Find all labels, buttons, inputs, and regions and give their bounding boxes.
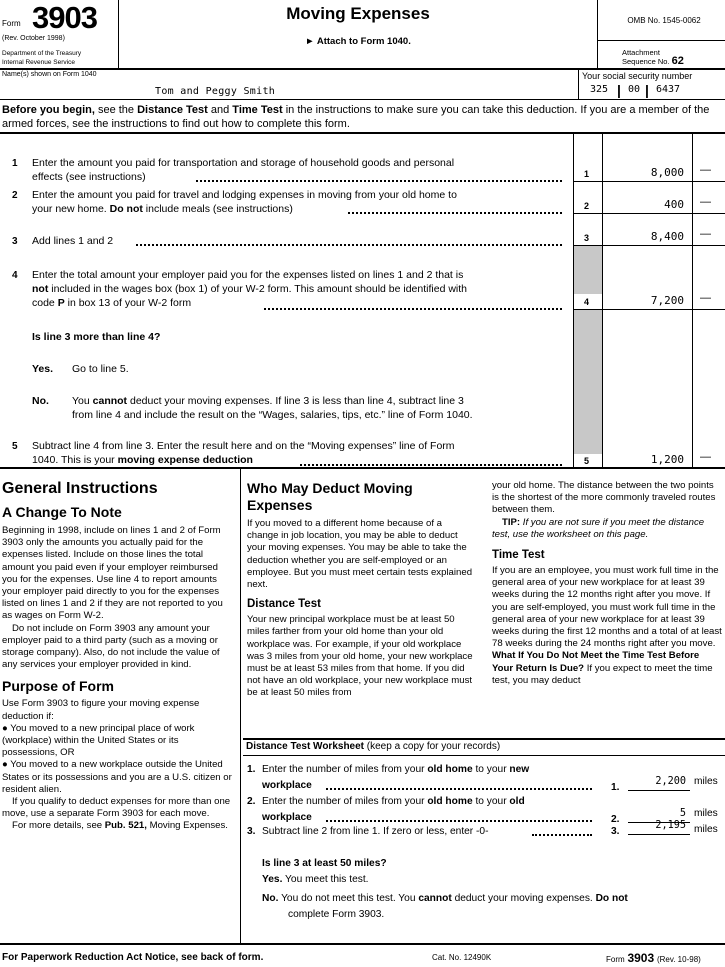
shaded-area [574, 246, 602, 294]
line-3-amount[interactable]: 8,400 [650, 230, 684, 243]
ssn-part3[interactable]: 6437 [656, 84, 681, 95]
ssn-separator: | [617, 82, 621, 98]
distance-paragraph: Your new principal workplace must be at least 50 miles farther from your old home than your old workplace was. For example, if your old workplace was 3 miles from your old home, your new workplace must be at least 53 miles from that home. If you did not have an old workplace, your new workplace must be at least 50 miles from [247, 614, 473, 699]
worksheet-rule [243, 755, 725, 756]
line-2-cents: — [700, 196, 711, 208]
leader-dots [264, 308, 562, 310]
ssn-label: Your social security number [582, 71, 693, 81]
department: Department of the Treasury Internal Revenue Service [2, 50, 82, 66]
leader-dots [348, 212, 562, 214]
form-title: Moving Expenses [286, 4, 430, 23]
purpose-paragraph: Use Form 3903 to figure your moving expense deduction if: [2, 698, 200, 722]
leader-dots [326, 788, 592, 790]
purpose-bullet: ● You moved to a new principal place of work (workplace) within the United States or its possessions, OR [2, 722, 195, 759]
section-rule [0, 132, 725, 134]
footer-form-id: Form 3903 (Rev. 10-98) [606, 951, 701, 965]
box-column-divider [573, 133, 574, 468]
change-heading: A Change To Note [2, 504, 122, 520]
section-rule [0, 467, 725, 469]
tip-paragraph: TIP: If you are not sure if you meet the distance test, use the worksheet on this page. [492, 516, 705, 540]
no-text: You cannot deduct your moving expenses. If line 3 is less than line 4, subtract line 3 from line 4 and include the result on the “Wages, salaries, tips, etc.” line of Form 1040. [72, 395, 473, 421]
worksheet-no: No. You do not meet this test. You cannot deduct your moving expenses. Do not complete Form 3903. [262, 893, 628, 920]
who-paragraph: If you moved to a different home because of a change in job location, you may be able to deduct your moving expenses. You may be able to take the deduction whether you are self-employed or an employee. But you must meet certain tests explained next. [247, 518, 473, 591]
line-3-cents: — [700, 228, 711, 240]
sequence-number: 62 [671, 55, 684, 67]
line-5-cents: — [700, 451, 711, 463]
distance-heading: Distance Test [247, 598, 321, 611]
worksheet-box-number: 2. [611, 814, 620, 825]
worksheet-line-1-value[interactable]: 2,200 [655, 776, 686, 787]
time-question: What If You Do Not Meet the Time Test Before Your Return Is Due? If you expect to meet the time test, you may deduct [492, 650, 713, 686]
line-4-cents: — [700, 292, 711, 304]
header-divider [118, 0, 119, 68]
purpose-bullet: ● You moved to a new workplace outside the United States or its possessions and you are a U.S. citizen or resident alien. [2, 759, 232, 795]
change-paragraph: Do not include on Form 3903 any amount your employer paid to a third party (such as a moving or storage company). Also, do not include the value of any services your employer provided in kind. [2, 622, 220, 671]
purpose-paragraph: For more details, see Pub. 521, Moving Expenses. [12, 820, 228, 832]
change-paragraph: Beginning in 1998, include on lines 1 and 2 of Form 3903 only the amounts you actually paid for the expenses listed. Include on those lines the total amount you paid even if your employer reimbursed you for the expenses. Use line 4 to report amounts your employer paid directly to you for the expenses listed on lines 1 and 2 if they are not reported to you as wages on Form W-2. [2, 525, 223, 622]
purpose-paragraph: If you qualify to deduct expenses for more than one move, use a separate Form 3903 for each move. [2, 796, 231, 820]
footer-rule [0, 943, 725, 945]
omb-number: OMB No. 1545-0062 [627, 16, 701, 25]
ssn-divider [578, 69, 579, 99]
worksheet-yes: Yes. You meet this test. [262, 874, 369, 885]
instructions-column-1 [2, 480, 234, 833]
worksheet-rule [243, 738, 725, 740]
line-box-number: 2 [584, 201, 590, 211]
bullet-icon: ● [2, 722, 11, 734]
worksheet-line-2-value[interactable]: 5 [679, 808, 686, 819]
line-box-number: 5 [584, 456, 590, 466]
who-heading: Who May Deduct Moving Expenses [247, 480, 413, 513]
ssn-part2[interactable]: 00 [628, 84, 641, 95]
entry-rule [573, 213, 725, 214]
header-divider [597, 40, 725, 41]
bullet-icon: ● [2, 759, 11, 771]
line-5-amount[interactable]: 1,200 [650, 453, 684, 466]
time-paragraph: If you are an employee, you must work full time in the general area of your new workplace for at least 39 weeks during the 12 months right after you move. If you are self-employed, you must work full time in the general area of your new workplace for at least 39 weeks during the first 12 months and a total of at least 78 weeks during the 24 months right after you move. [492, 565, 722, 650]
leader-dots [326, 820, 592, 822]
leader-dots [196, 180, 562, 182]
line-4-amount[interactable]: 7,200 [650, 294, 684, 307]
attachment-sequence: Attachment Sequence No. 62 [622, 48, 684, 67]
line-box-number: 1 [584, 169, 590, 179]
name-label: Name(s) shown on Form 1040 [2, 71, 97, 78]
line-1-amount[interactable]: 8,000 [650, 166, 684, 179]
worksheet-box-number: 3. [611, 826, 620, 837]
paperwork-notice: For Paperwork Reduction Act Notice, see back of form. [2, 952, 264, 963]
cents-column-divider [692, 133, 693, 468]
header-rule [0, 68, 725, 70]
entry-rule [628, 834, 690, 835]
name-rule [0, 99, 725, 100]
general-instructions-heading: General Instructions [2, 480, 158, 497]
leader-dots [136, 244, 562, 246]
no-label: No. [32, 395, 49, 407]
attach-instruction: ► Attach to Form 1040. [305, 36, 411, 47]
taxpayer-name[interactable]: Tom and Peggy Smith [155, 86, 276, 97]
revision-date: (Rev. October 1998) [2, 35, 65, 42]
miles-unit: miles [694, 808, 718, 819]
form-number: 3903 [32, 0, 97, 35]
time-heading: Time Test [492, 549, 545, 562]
yes-text: Go to line 5. [72, 363, 129, 375]
ssn-separator: | [645, 82, 649, 98]
purpose-heading: Purpose of Form [2, 678, 115, 695]
entry-rule [573, 309, 725, 310]
worksheet-line-3-value[interactable]: 2,195 [655, 820, 686, 831]
line-box-number: 3 [584, 233, 590, 243]
distance-continued: your old home. The distance between the two points is the shortest of the more commonly traveled routes between them. [492, 480, 716, 516]
line-2-amount[interactable]: 400 [664, 198, 684, 211]
line-1-cents: — [700, 164, 711, 176]
column-divider [240, 468, 241, 943]
ssn-part1[interactable]: 325 [590, 84, 609, 95]
instructions-column-3 [492, 480, 722, 687]
line-question: Is line 3 more than line 4? [32, 331, 161, 343]
worksheet-title: Distance Test Worksheet (keep a copy for your records) [246, 741, 501, 752]
worksheet-question: Is line 3 at least 50 miles? [262, 858, 387, 869]
instructions-column-2 [247, 480, 473, 700]
entry-rule [573, 245, 725, 246]
shaded-area [574, 310, 602, 454]
before-you-begin: Before you begin, see the Distance Test and Time Test in the instructions to make sure you can take this deduction. If you are a member of the armed forces, see the instructions to find out how to complete this form. [2, 104, 710, 130]
miles-unit: miles [694, 824, 718, 835]
worksheet-box-number: 1. [611, 782, 620, 793]
leader-dots [300, 464, 562, 466]
line-box-number: 4 [584, 297, 590, 307]
entry-rule [628, 790, 690, 791]
leader-dots [532, 834, 592, 836]
entry-rule [573, 181, 725, 182]
form-label: Form [2, 19, 21, 28]
yes-label: Yes. [32, 363, 54, 375]
catalog-number: Cat. No. 12490K [432, 953, 492, 962]
header-divider [597, 0, 598, 68]
miles-unit: miles [694, 776, 718, 787]
